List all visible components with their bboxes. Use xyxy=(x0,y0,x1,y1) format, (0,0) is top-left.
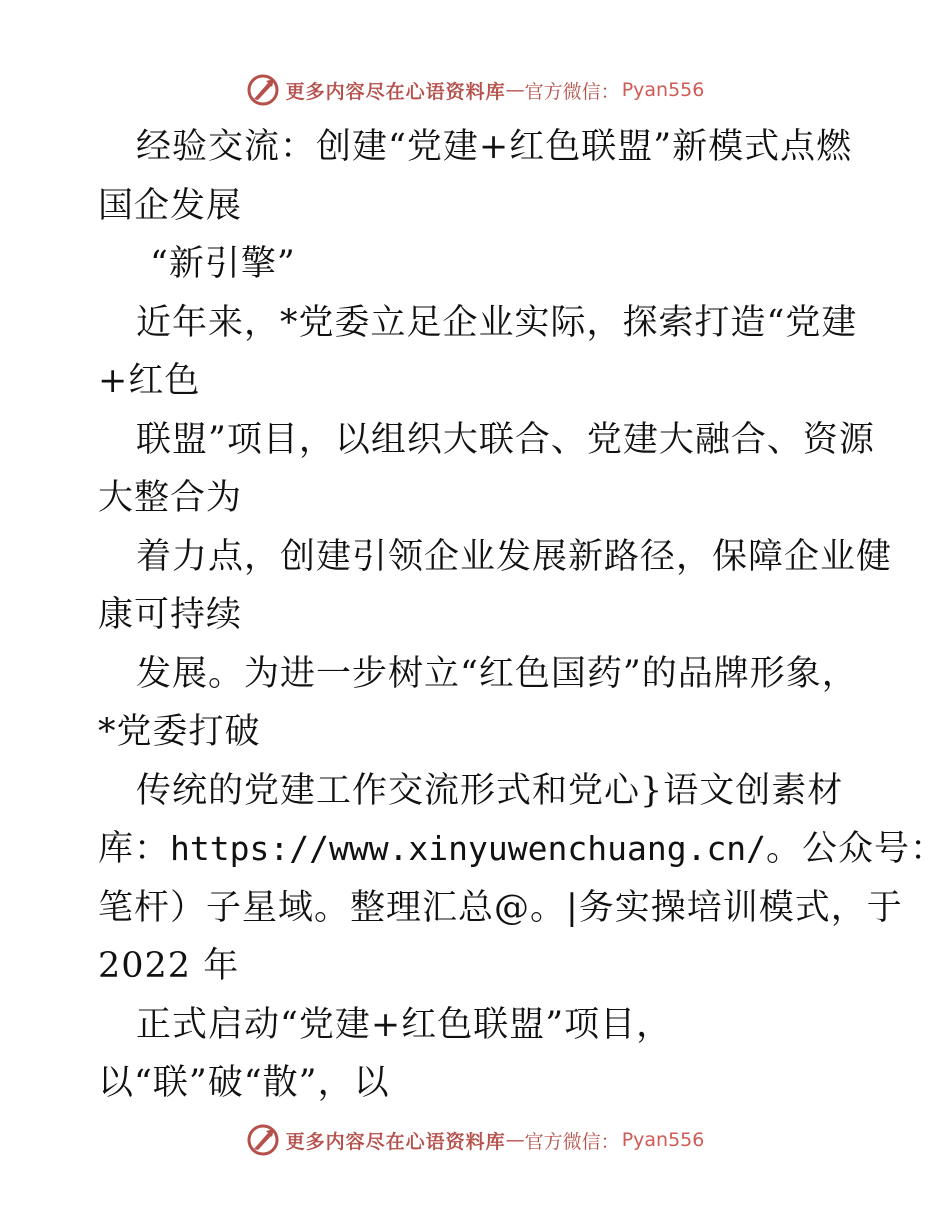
url-suffix: 。公众号： xyxy=(766,829,947,869)
banner-brand-text: 更多内容尽在心语资料库 xyxy=(285,1130,506,1153)
text-line: “新引擎” xyxy=(150,244,296,284)
text-line: 经验交流：创建“党建+红色联盟”新模式点燃 xyxy=(136,127,853,167)
resource-url-link[interactable]: https://www.xinyuwenchuang.cn/ xyxy=(170,829,767,868)
header-watermark-banner xyxy=(0,70,950,110)
text-line: 2022 年 xyxy=(98,946,240,986)
banner-separator: — xyxy=(505,1129,525,1151)
text-line: 康可持续 xyxy=(98,595,243,635)
url-prefix: 库： xyxy=(98,829,171,869)
text-line: 着力点，创建引领企业发展新路径，保障企业健 xyxy=(136,536,893,577)
red-quill-logo-icon xyxy=(246,1123,280,1157)
text-line: +红色 xyxy=(98,361,201,401)
url-line xyxy=(98,820,947,879)
text-line: *党委打破 xyxy=(98,712,261,752)
text-line: 发展。为进一步树立“红色国药”的品牌形象， xyxy=(136,653,858,694)
text-line: 大整合为 xyxy=(98,478,243,518)
text-line: 联盟”项目，以组织大联合、党建大融合、资源 xyxy=(136,419,875,460)
banner-wechat-label: 官方微信： xyxy=(524,80,620,103)
text-line: 国企发展 xyxy=(98,185,243,226)
text-line: 以“联”破“散”，以 xyxy=(98,1063,390,1103)
text-line: 笔杆）子星域。整理汇总@。|务实操培训模式，于 xyxy=(98,887,903,928)
banner-wechat-id: Pyan556 xyxy=(621,79,705,101)
footer-watermark-banner xyxy=(0,1120,950,1160)
banner-separator: — xyxy=(505,79,525,101)
text-line: 正式启动“党建+红色联盟”项目， xyxy=(136,1004,673,1045)
banner-wechat-id: Pyan556 xyxy=(621,1129,705,1151)
text-line: 传统的党建工作交流形式和党心}语文创素材 xyxy=(136,770,844,811)
banner-wechat-label: 官方微信： xyxy=(524,1130,620,1153)
red-quill-logo-icon xyxy=(246,73,280,107)
text-line: 近年来，*党委立足企业实际，探索打造“党建 xyxy=(136,302,858,343)
banner-brand-text: 更多内容尽在心语资料库 xyxy=(285,80,506,103)
document-body xyxy=(98,118,947,1113)
